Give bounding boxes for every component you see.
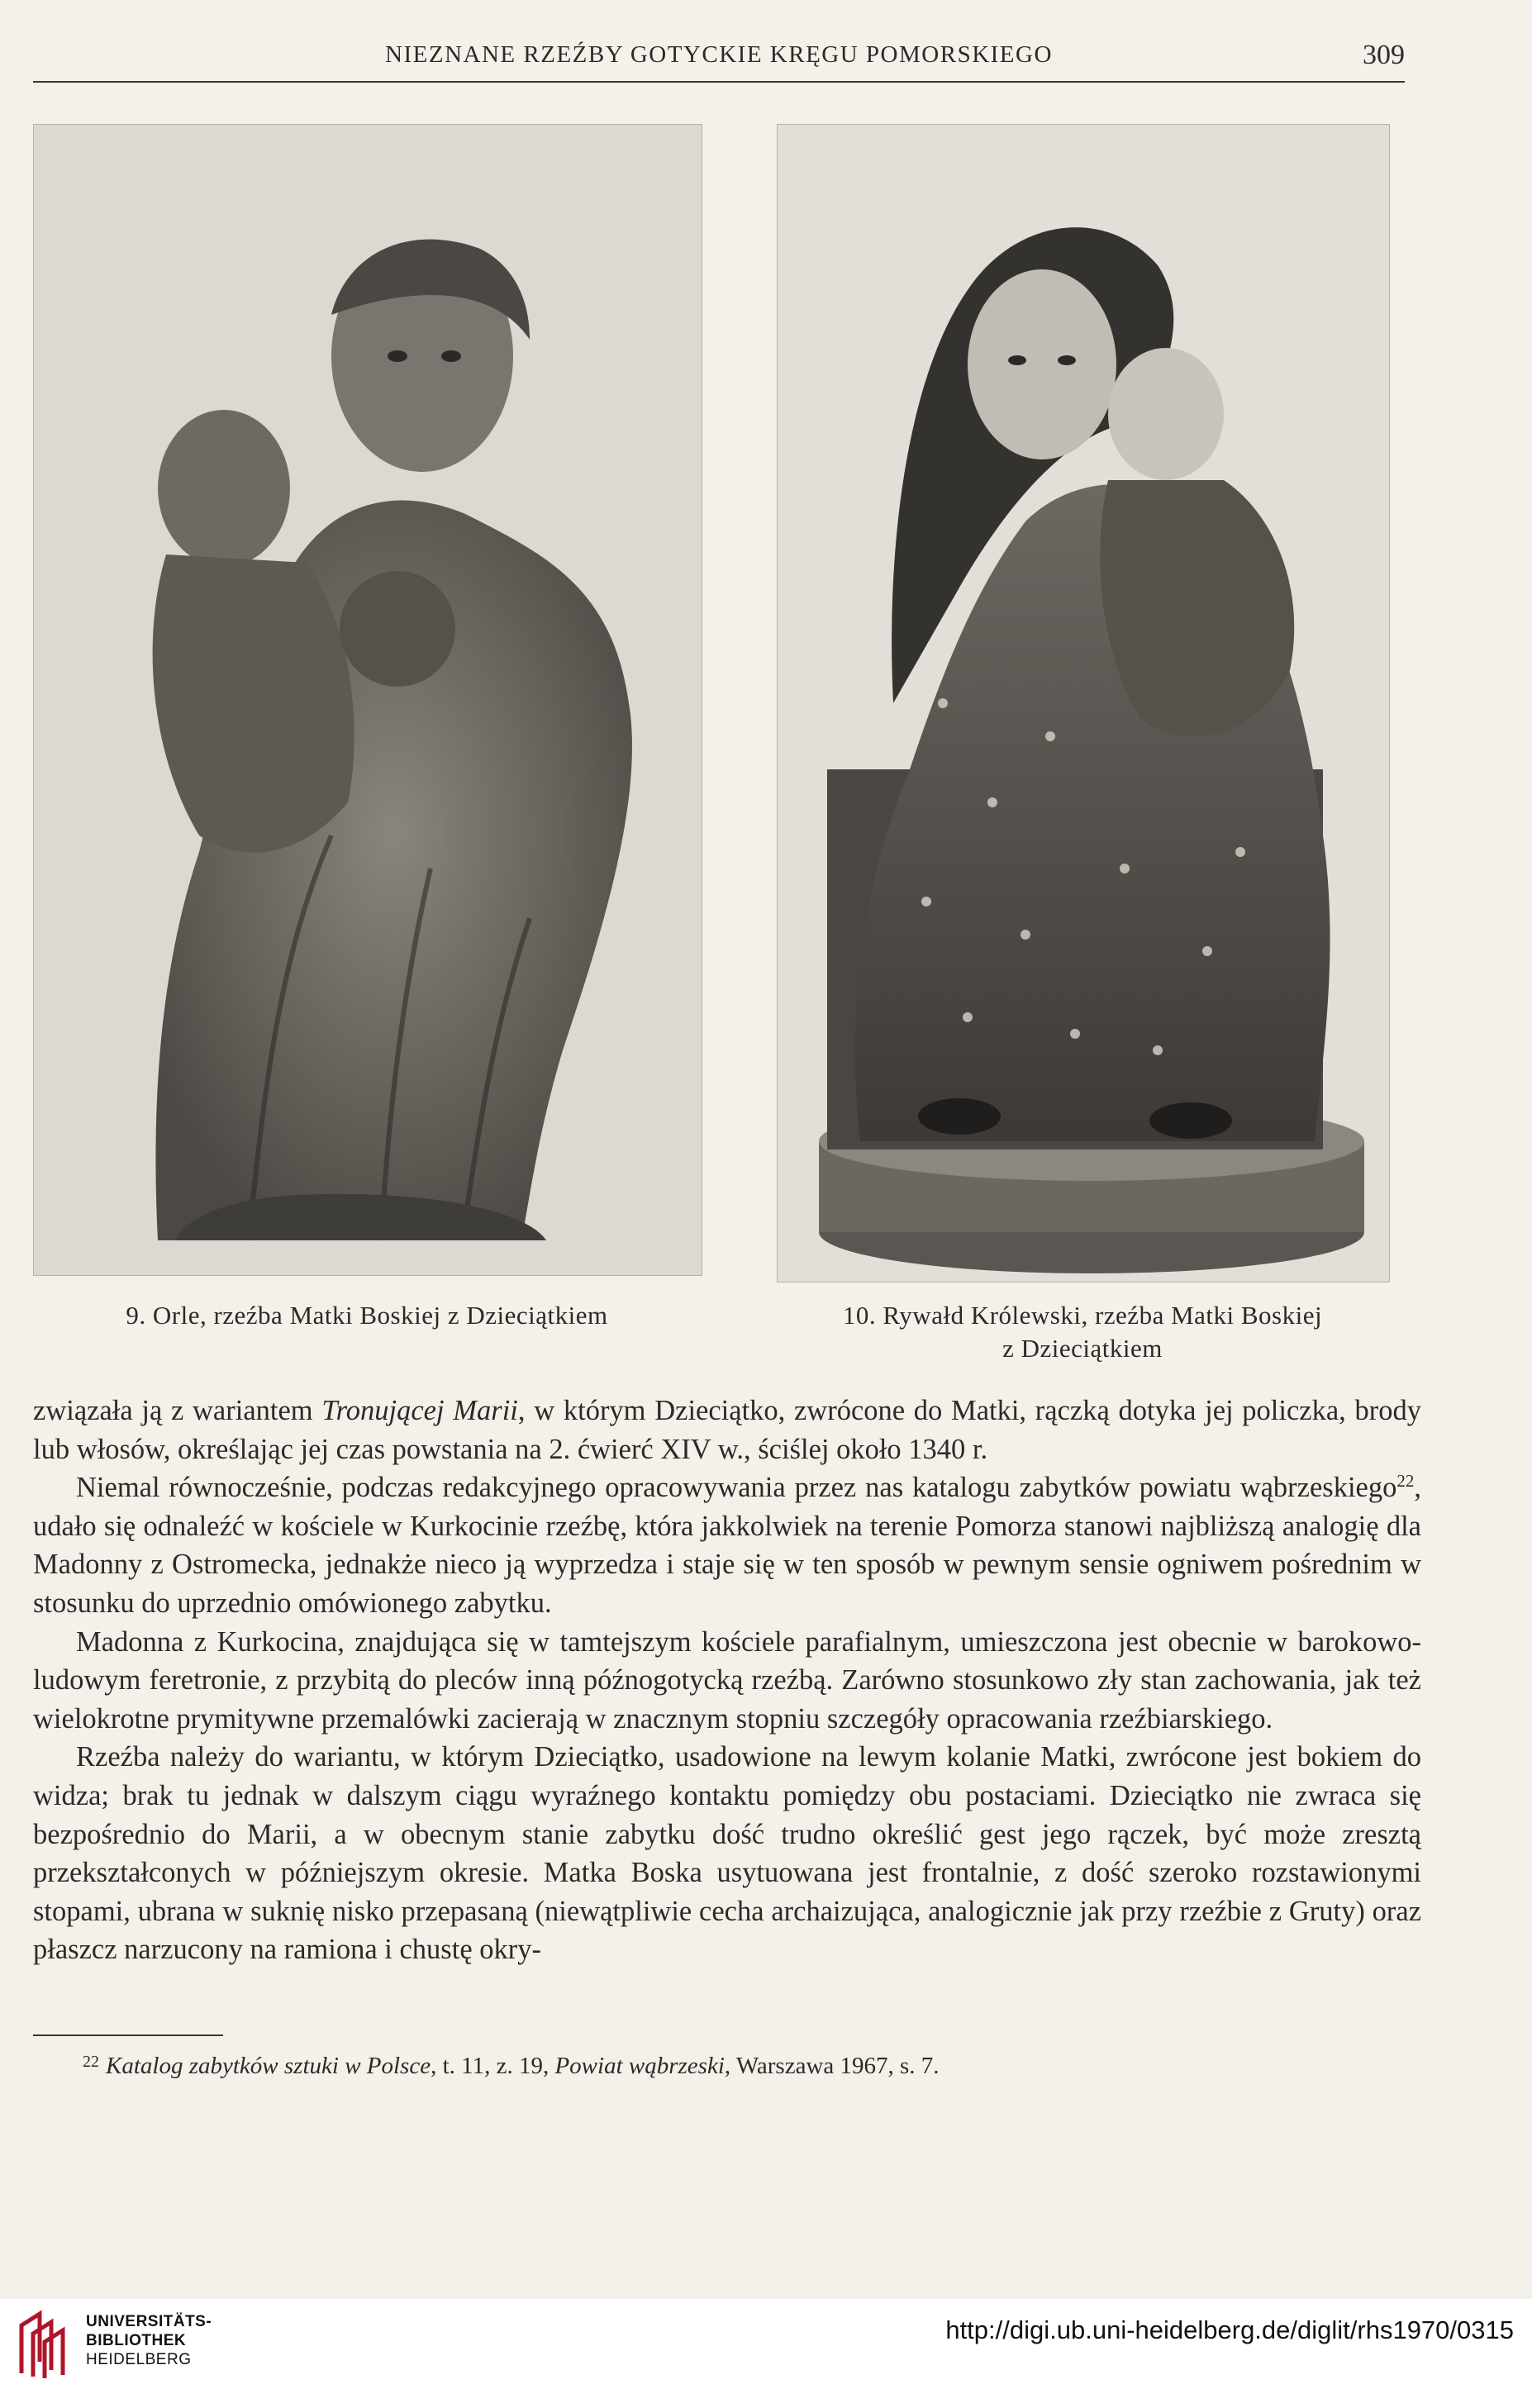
footnote-italic-1: Katalog zabytków sztuki w Polsce	[106, 2053, 431, 2079]
running-header	[33, 38, 1405, 84]
footnote-number: 22	[83, 2053, 99, 2071]
figure-9-photo	[33, 124, 702, 1276]
figure-9-caption-text: 9. Orle, rzeźba Matki Boskiej z Dzieciątkiem	[126, 1301, 608, 1330]
paragraph-1	[33, 1392, 1421, 1468]
paragraph-2-text-a: Niemal równocześnie, podczas redakcyjnego opracowywania przez nas katalogu zabytków powiatu wąbrzeskiego	[76, 1472, 1397, 1504]
paragraph-3: Madonna z Kurkocina, znajdująca się w tamtejszym kościele parafialnym, umieszczona jest obecnie w barokowo-ludowym feretronie, z przybitą do pleców inną późnogotycką rzeźbą. Zarówno stosunkowo zły stan zachowania, jak też wielokrotne prymitywne przemalówki zacierają w znacznym stopniu szczegóły opracowania rzeźbiarskiego.	[33, 1625, 1421, 1735]
paragraph-1-text-a: związała ją z wariantem	[33, 1395, 322, 1426]
footnote-end: , Warszawa 1967, s. 7.	[724, 2053, 940, 2079]
library-name	[86, 2312, 212, 2369]
paragraph-1-text-b: , w którym Dzieciątko, zwrócone do Matki, rączką dotyka jej policzka, brody lub włosów, określając jej czas powstania na 2. ćwierć XIV w., ściślej około 1340 r.	[33, 1395, 1421, 1465]
madonna-orle-illustration	[34, 125, 702, 1275]
library-line-1: UNIVERSITÄTS-	[86, 2313, 212, 2330]
library-line-3: HEIDELBERG	[86, 2351, 192, 2368]
footnote-italic-2: Powiat wąbrzeski	[554, 2053, 725, 2079]
running-title: NIEZNANE RZEŹBY GOTYCKIE KRĘGU POMORSKIEGO	[385, 41, 1053, 68]
library-line-2: BIBLIOTHEK	[86, 2332, 187, 2349]
footnote-22	[83, 2049, 1405, 2082]
figure-10-photo	[777, 124, 1390, 1283]
footnote-mid: , t. 11, z. 19,	[431, 2053, 555, 2079]
figure-9-caption	[33, 1299, 701, 1332]
figure-10-caption-line1: 10. Rywałd Królewski, rzeźba Matki Boskiej	[842, 1301, 1323, 1330]
body-text	[33, 1392, 1421, 1969]
paragraph-4: Rzeźba należy do wariantu, w którym Dzieciątko, usadowione na lewym kolanie Matki, zwrócone jest bokiem do widza; brak tu jednak w dalszym ciągu wyraźnego kontaktu pomiędzy obu postaciami. Dzieciątko nie zwraca się bezpośrednio do Marii, a w obecnym stanie zabytku dość trudno określić gest jego rączek, być może zresztą przekształconych w późniejszym okresie. Matka Boska usytuowana jest frontalnie, z dość szeroko rozstawionymi stopami, ubrana w suknię nisko przepasaną (niewątpliwie cecha archaizująca, analogicznie jak przy rzeźbie z Gruty) oraz płaszcz narzucony na ramiona i chustę okry-	[33, 1741, 1421, 1966]
header-rule	[33, 81, 1405, 83]
paragraph-2	[33, 1468, 1421, 1622]
library-footer	[0, 2299, 1532, 2408]
footnote-rule	[33, 2034, 223, 2036]
ub-heidelberg-logo-icon[interactable]	[15, 2309, 73, 2380]
footnote-ref-22[interactable]: 22	[1396, 1471, 1415, 1492]
page-number: 309	[1363, 40, 1405, 70]
paragraph-1-italic: Tronującej Marii	[321, 1395, 518, 1426]
figure-10-caption	[777, 1299, 1388, 1365]
source-url-link[interactable]: http://digi.ub.uni-heidelberg.de/diglit/rhs1970/0315	[945, 2315, 1514, 2344]
paragraph-2-text-b: , udało się odnaleźć w kościele w Kurkocinie rzeźbę, która jakkolwiek na terenie Pomorza stanowi najbliższą analogię dla Madonny z Ostromecka, jednakże nieco ją wyprzedza i staje się w ten sposób w pewnym sensie ogniwem pośrednim w stosunku do uprzednio omówionego zabytku.	[33, 1472, 1421, 1619]
figure-10-caption-line2: z Dzieciątkiem	[1002, 1334, 1163, 1363]
madonna-rywald-illustration	[778, 125, 1389, 1282]
